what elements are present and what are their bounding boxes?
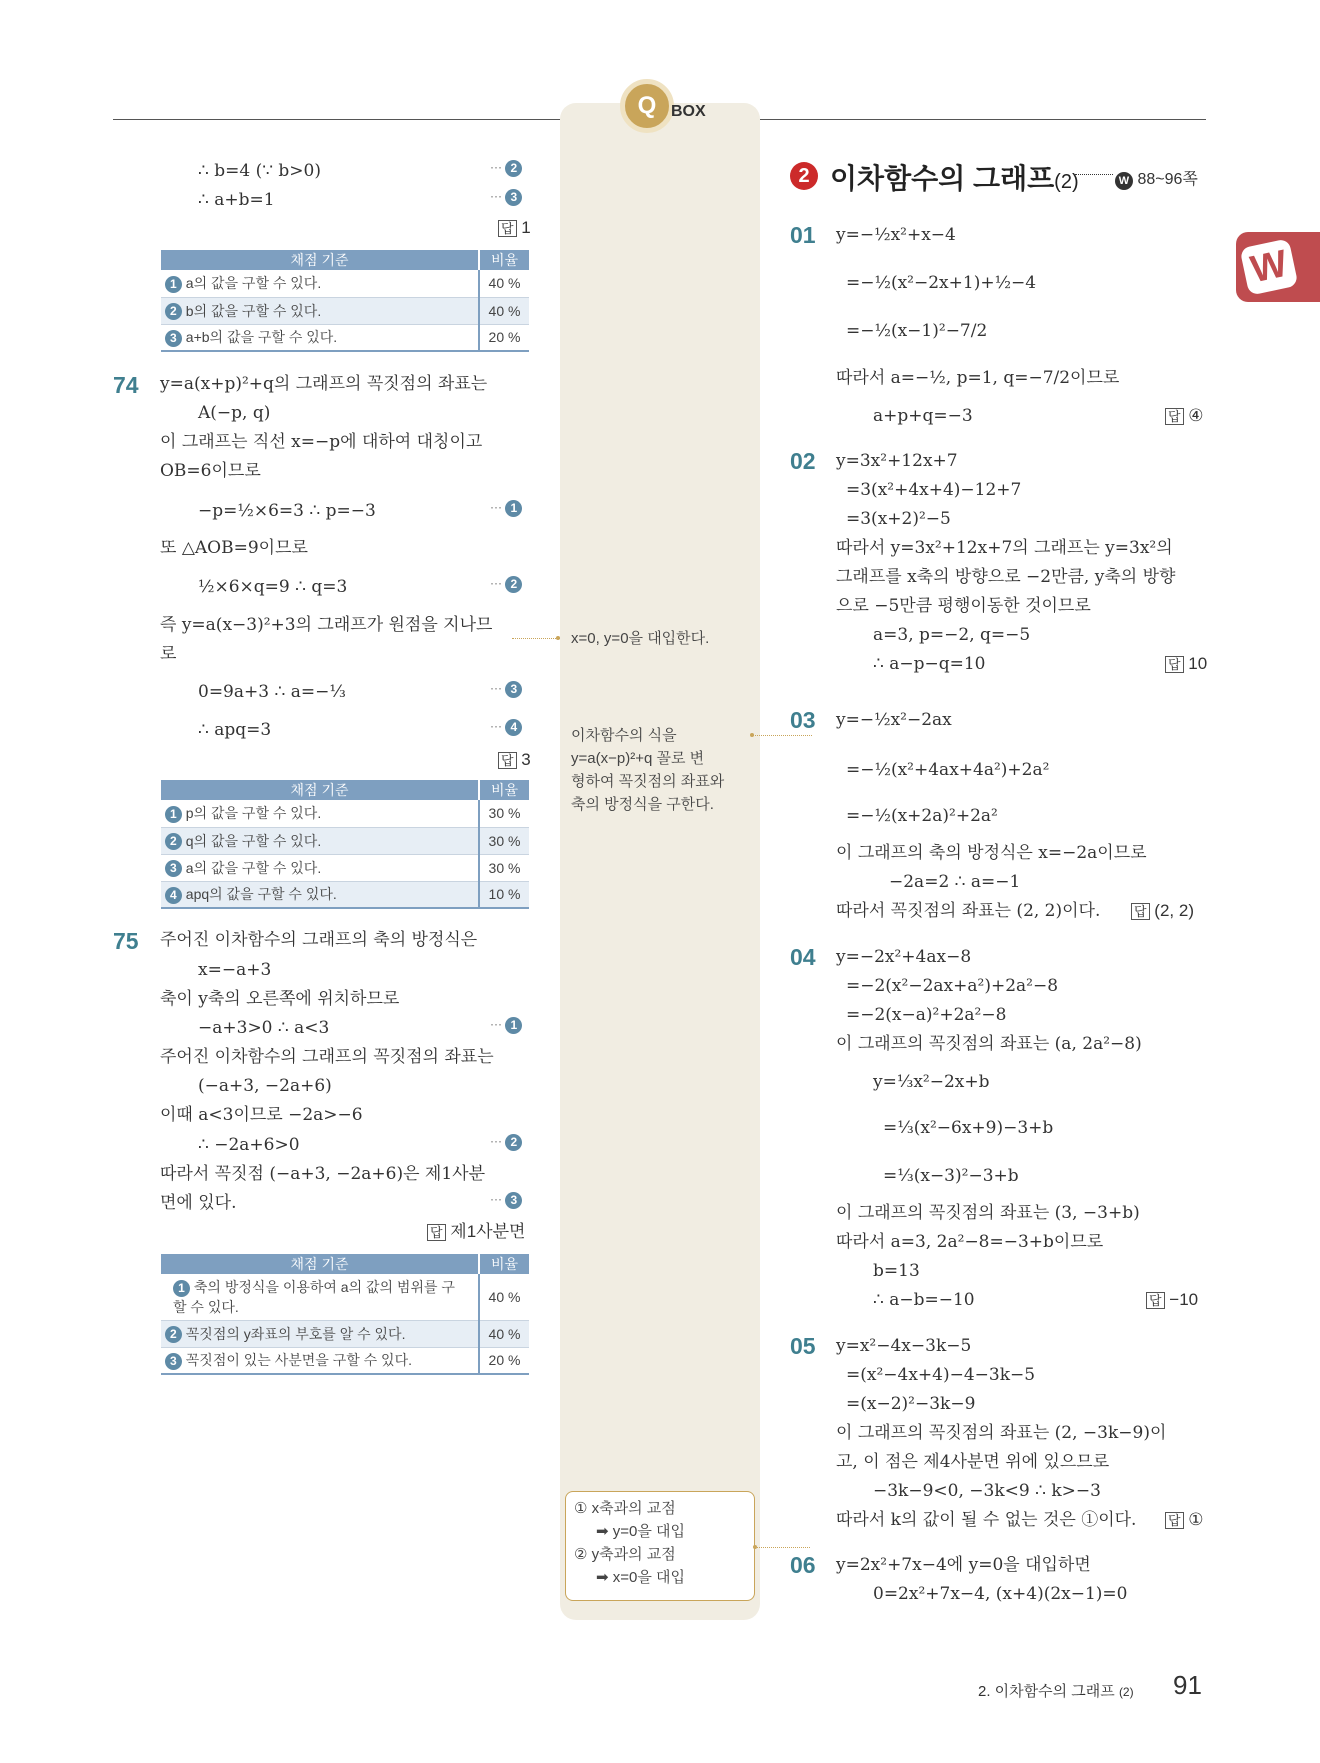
text-line: 주어진 이차함수의 그래프의 축의 방정식은 (160, 930, 478, 950)
text-line: OB=6이므로 (160, 461, 261, 481)
footer-chapter (978, 1680, 1134, 1701)
text-line: A(−p, q) (198, 403, 271, 423)
text-line: 이 그래프의 꼭짓점의 좌표는 (2, −3k−9)이 (836, 1423, 1167, 1443)
text-line: ∴ −2a+6>0 (198, 1135, 300, 1155)
step-1-icon: 1 (173, 1280, 190, 1297)
table-cell (161, 1320, 479, 1347)
answer-value: 10 (1188, 654, 1208, 673)
answer-74 (498, 749, 531, 772)
qbox-note-1: x=0, y=0을 대입한다. (571, 630, 710, 647)
step-4-icon: 4 (165, 887, 182, 904)
problem-number-74: 74 (113, 372, 139, 398)
text-line: =−2(x−a)²+2a²−8 (846, 1005, 1007, 1025)
step-1-icon: 1 (505, 500, 522, 517)
step-marker: ⋯ 2 (490, 1134, 522, 1151)
problem-number: 03 (790, 707, 816, 733)
answer-icon: 답 (1131, 903, 1150, 920)
text-line: 따라서 k의 값이 될 수 없는 것은 ①이다. (836, 1510, 1137, 1530)
th-ratio: 비율 (479, 780, 529, 800)
score-table-73 (161, 250, 529, 352)
table-cell (161, 827, 479, 854)
leader-dot (750, 733, 754, 737)
text-line: 따라서 a=−½, p=1, q=−7/2이므로 (836, 368, 1120, 388)
text-line: b=13 (873, 1261, 920, 1281)
answer-icon: 답 (427, 1224, 446, 1241)
criteria-text: p의 값을 구할 수 있다. (185, 805, 322, 822)
text-line: 로 (160, 644, 177, 664)
text-line: ∴ apq=3 (198, 720, 272, 740)
note-line: 축의 방정식을 구한다. (571, 796, 714, 813)
answer-value: ① (1188, 1510, 1204, 1529)
text-line: 으로 −5만큼 평행이동한 것이므로 (836, 596, 1091, 616)
note-line: 형하여 꼭짓점의 좌표와 (571, 773, 725, 790)
step-3-icon: 3 (505, 1192, 522, 1209)
section-title-text: 이차함수의 그래프 (830, 163, 1055, 194)
box-label: BOX (671, 103, 706, 120)
text-line: =3(x+2)²−5 (846, 509, 951, 529)
text-line: 이 그래프의 축의 방정식은 x=−2a이므로 (836, 843, 1147, 863)
tip-line: ➡ y=0을 대입 (596, 1523, 685, 1540)
answer-02 (1165, 653, 1207, 676)
criteria-text: 꼭짓점이 있는 사분면을 구할 수 있다. (185, 1352, 412, 1369)
text-line: 또 △AOB=9이므로 (160, 538, 308, 558)
text-line: y=2x²+7x−4에 y=0을 대입하면 (836, 1555, 1091, 1575)
step-2-icon: 2 (505, 576, 522, 593)
text-line: =3(x²+4x+4)−12+7 (846, 480, 1022, 500)
ratio-cell: 40 % (479, 1274, 529, 1320)
step-marker (490, 189, 522, 206)
text-line: (−a+3, −2a+6) (198, 1076, 332, 1096)
step-marker: ⋯ 3 (490, 1192, 522, 1209)
text-line: −a+3>0 ∴ a<3 (198, 1018, 330, 1038)
text-line: 고, 이 점은 제4사분면 위에 있으므로 (836, 1452, 1110, 1472)
w-icon: W (1240, 238, 1299, 295)
text-line: 따라서 꼭짓점의 좌표는 (2, 2)이다. (836, 901, 1101, 921)
criteria-text: q의 값을 구할 수 있다. (185, 832, 322, 849)
criteria-text: a의 값을 구할 수 있다. (185, 859, 322, 876)
text-line: 축이 y축의 오른쪽에 위치하므로 (160, 989, 400, 1009)
score-table-75 (161, 1254, 529, 1375)
leader-dot (753, 1545, 757, 1549)
th-ratio: 비율 (479, 1254, 529, 1274)
page-ref-text: 88~96쪽 (1137, 171, 1198, 188)
text-line: 0=2x²+7x−4, (x+4)(2x−1)=0 (873, 1584, 1128, 1604)
answer-icon: 답 (1165, 408, 1184, 425)
section-title (830, 157, 1079, 197)
chapter-text: 2. 이차함수의 그래프 (978, 1683, 1115, 1700)
step-3-icon: 3 (165, 330, 182, 347)
answer-04 (1146, 1289, 1198, 1312)
problem-number: 06 (790, 1552, 816, 1578)
score-table-74 (161, 780, 529, 909)
problem-number: 04 (790, 944, 816, 970)
step-2-icon: 2 (505, 160, 522, 177)
step-marker: ⋯ 3 (490, 681, 522, 698)
step-marker: ⋯ 1 (490, 500, 522, 517)
answer-75 (427, 1221, 525, 1244)
ratio-cell: 10 % (479, 881, 529, 908)
section-number-icon: 2 (790, 162, 818, 190)
qbox-note-2 (571, 724, 724, 816)
text-line: 0=9a+3 ∴ a=−⅓ (198, 682, 346, 702)
answer-icon: 답 (1165, 656, 1184, 673)
criteria-text: 축의 방정식을 이용하여 a의 값의 범위를 구할 수 있다. (173, 1278, 455, 1315)
ratio-cell: 20 % (479, 324, 529, 351)
step-marker (490, 160, 522, 177)
step-3-icon: 3 (505, 681, 522, 698)
section-page-ref (1115, 166, 1198, 190)
criteria-text: apq의 값을 구할 수 있다. (185, 886, 337, 903)
page-number: 91 (1173, 1670, 1202, 1700)
text-line: −3k−9<0, −3k<9 ∴ k>−3 (873, 1481, 1101, 1501)
step-2-icon: 2 (505, 1134, 522, 1151)
text-line: =⅓(x−3)²−3+b (883, 1166, 1019, 1186)
problem-number-75: 75 (113, 928, 139, 954)
th-criteria: 채점 기준 (161, 780, 479, 800)
step-4-icon: 4 (505, 719, 522, 736)
step-1-icon: 1 (165, 276, 182, 293)
ratio-cell: 30 % (479, 800, 529, 827)
text-line: 주어진 이차함수의 그래프의 꼭짓점의 좌표는 (160, 1047, 494, 1067)
text-line: y=−½x²−2ax (836, 710, 952, 730)
answer-05 (1165, 1509, 1204, 1532)
tip-line: ② y축과의 교점 (574, 1546, 676, 1563)
text-line: y=a(x+p)²+q의 그래프의 꼭짓점의 좌표는 (160, 374, 488, 394)
table-cell (161, 1274, 479, 1320)
leader-dot (556, 636, 560, 640)
text-line: =(x²−4x+4)−4−3k−5 (846, 1365, 1036, 1385)
table-cell (161, 297, 479, 324)
text-line: =−2(x²−2ax+a²)+2a²−8 (846, 976, 1059, 996)
text-line: 따라서 a=3, 2a²−8=−3+b이므로 (836, 1232, 1104, 1252)
leader-line (512, 638, 560, 639)
step-3-icon: 3 (165, 1353, 182, 1370)
step-3-icon: 3 (165, 860, 182, 877)
q-logo-icon: Q (620, 79, 674, 133)
text-line: y=x²−4x−3k−5 (836, 1336, 972, 1356)
text-line: −p=½×6=3 ∴ p=−3 (198, 501, 376, 521)
text-line: y=−2x²+4ax−8 (836, 947, 972, 967)
step-1-icon: 1 (505, 1017, 522, 1034)
step-marker: ⋯ 2 (490, 576, 522, 593)
text-line: 이 그래프의 꼭짓점의 좌표는 (a, 2a²−8) (836, 1034, 1142, 1054)
text-line: a+p+q=−3 (873, 406, 973, 426)
ratio-cell: 40 % (479, 1320, 529, 1347)
table-cell (161, 854, 479, 881)
text-line: x=−a+3 (198, 960, 272, 980)
text-line: 그래프를 x축의 방향으로 −2만큼, y축의 방향 (836, 567, 1176, 587)
text-line: =−½(x−1)²−7/2 (846, 321, 988, 341)
answer-icon: 답 (1146, 1292, 1165, 1309)
answer-value: ④ (1188, 406, 1204, 425)
text-line: y=3x²+12x+7 (836, 451, 958, 471)
step-2-icon: 2 (165, 303, 182, 320)
dots: ⋯ (490, 189, 502, 204)
line-b: ∴ b=4 (∵ b>0) (198, 161, 321, 181)
section-subtitle: (2) (1054, 171, 1079, 193)
step-3-icon: 3 (505, 189, 522, 206)
text-line: ∴ a−b=−10 (873, 1290, 975, 1310)
text-line: 면에 있다. (160, 1193, 237, 1213)
step-1-icon: 1 (165, 806, 182, 823)
tip-line: ① x축과의 교점 (574, 1500, 676, 1517)
th-ratio: 비율 (479, 250, 529, 270)
criteria-text: a의 값을 구할 수 있다. (185, 275, 322, 292)
qbox-panel (560, 103, 760, 1620)
th-criteria: 채점 기준 (161, 250, 479, 270)
note-line: 이차함수의 식을 (571, 727, 677, 744)
answer-icon: 답 (1165, 1512, 1184, 1529)
text-line: 이 그래프는 직선 x=−p에 대하여 대칭이고 (160, 432, 483, 452)
text-line: =(x−2)²−3k−9 (846, 1394, 976, 1414)
answer-73 (498, 217, 531, 240)
answer-icon: 답 (498, 752, 517, 769)
answer-value: −10 (1169, 1290, 1199, 1309)
criteria-text: a+b의 값을 구할 수 있다. (185, 329, 338, 346)
ratio-cell: 40 % (479, 297, 529, 324)
line-ab: ∴ a+b=1 (198, 190, 275, 210)
text-line: ½×6×q=9 ∴ q=3 (198, 577, 348, 597)
criteria-text: b의 값을 구할 수 있다. (185, 302, 322, 319)
ratio-cell: 30 % (479, 854, 529, 881)
text-line: 즉 y=a(x−3)²+3의 그래프가 원점을 지나므 (160, 615, 493, 635)
text-line: y=−½x²+x−4 (836, 225, 956, 245)
answer-value: 제1사분면 (450, 1222, 526, 1241)
ratio-cell: 40 % (479, 270, 529, 297)
note-line: y=a(x−p)²+q 꼴로 변 (571, 750, 705, 767)
answer-value: 1 (521, 218, 531, 237)
problem-number: 02 (790, 448, 816, 474)
th-criteria: 채점 기준 (161, 1254, 479, 1274)
step-2-icon: 2 (165, 1326, 182, 1343)
answer-value: (2, 2) (1154, 901, 1194, 920)
text-line: =−½(x+2a)²+2a² (846, 806, 998, 826)
title-leader (1075, 174, 1113, 175)
step-marker: ⋯ 1 (490, 1017, 522, 1034)
answer-value: 3 (521, 750, 531, 769)
answer-03 (1131, 900, 1194, 923)
answer-01 (1165, 405, 1204, 428)
answer-icon: 답 (498, 220, 517, 237)
table-cell (161, 881, 479, 908)
tip-content (574, 1497, 685, 1589)
ratio-cell: 20 % (479, 1347, 529, 1374)
table-cell (161, 270, 479, 297)
leader-line (752, 735, 812, 736)
problem-number: 05 (790, 1333, 816, 1359)
text-line: y=⅓x²−2x+b (873, 1072, 990, 1092)
text-line: 이때 a<3이므로 −2a>−6 (160, 1105, 363, 1125)
w-circle-icon: W (1115, 172, 1133, 190)
text-line: 따라서 꼭짓점 (−a+3, −2a+6)은 제1사분 (160, 1164, 486, 1184)
chapter-sub: (2) (1118, 1685, 1134, 1699)
text-line: 따라서 y=3x²+12x+7의 그래프는 y=3x²의 (836, 538, 1173, 558)
step-2-icon: 2 (165, 833, 182, 850)
ratio-cell: 30 % (479, 827, 529, 854)
text-line: 이 그래프의 꼭짓점의 좌표는 (3, −3+b) (836, 1203, 1140, 1223)
table-cell (161, 800, 479, 827)
table-cell (161, 324, 479, 351)
leader-line (755, 1547, 810, 1548)
step-marker: ⋯ 4 (490, 719, 522, 736)
table-cell (161, 1347, 479, 1374)
problem-number: 01 (790, 222, 816, 248)
text-line: =⅓(x²−6x+9)−3+b (883, 1118, 1054, 1138)
text-line: =−½(x²+4ax+4a²)+2a² (846, 760, 1050, 780)
text-line: ∴ a−p−q=10 (873, 654, 986, 674)
text-line: =−½(x²−2x+1)+½−4 (846, 273, 1037, 293)
dots: ⋯ (490, 160, 502, 175)
text-line: −2a=2 ∴ a=−1 (889, 872, 1021, 892)
criteria-text: 꼭짓점의 y좌표의 부호를 알 수 있다. (185, 1325, 406, 1342)
text-line: a=3, p=−2, q=−5 (873, 625, 1031, 645)
tip-line: ➡ x=0을 대입 (596, 1569, 685, 1586)
